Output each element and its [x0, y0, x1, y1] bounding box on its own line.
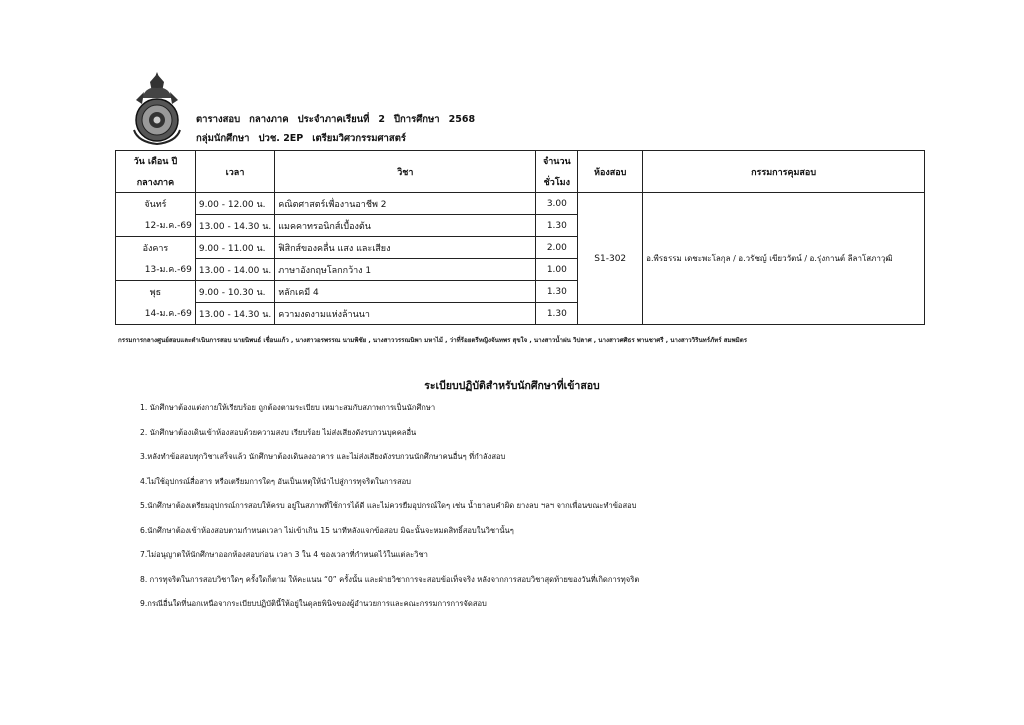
header-date-line2: กลางภาค	[116, 172, 196, 193]
header-time: เวลา	[195, 151, 274, 193]
proctor-committee: อ.พีรธรรม เดชะพะโลกุล / อ.วรัชญ์ เขียววัตน์ / อ.รุ่งกานต์ ลีลาโสภาวุฒิ	[643, 193, 925, 325]
exam-time: 9.00 - 12.00 น.	[195, 193, 274, 215]
exam-schedule-title: ตารางสอบ กลางภาค ประจำภาคเรียนที่ 2 ปีการศึกษา 2568	[196, 114, 476, 125]
day-name: จันทร์	[116, 193, 196, 215]
subject-name: ภาษาอังกฤษโลกกว้าง 1	[275, 259, 536, 281]
header-committee: กรรมการคุมสอบ	[643, 151, 925, 193]
student-group-line: กลุ่มนักศึกษา ปวช. 2EP เตรียมวิศวกรรมศาสตร์	[196, 133, 406, 144]
rule-item: 4.ไม่ใช้อุปกรณ์สื่อสาร หรือเตรียมการใดๆ อันเป็นเหตุให้นำไปสู่การทุจริตในการสอบ	[140, 476, 411, 486]
exam-date: 13-ม.ค.-69	[116, 259, 196, 281]
exam-hours: 3.00	[536, 193, 578, 215]
subject-name: คณิตศาสตร์เพื่องานอาชีพ 2	[275, 193, 536, 215]
rule-item: 6.นักศึกษาต้องเข้าห้องสอบตามกำหนดเวลา ไม่เข้าเกิน 15 นาทีหลังแจกข้อสอบ มิฉะนั้นจะหมดสิทธิ์สอบในวิชานั้นๆ	[140, 525, 514, 535]
exam-hours: 1.30	[536, 303, 578, 325]
subject-name: ความงดงามแห่งล้านนา	[275, 303, 536, 325]
exam-hours: 2.00	[536, 237, 578, 259]
exam-time: 13.00 - 14.00 น.	[195, 259, 274, 281]
subject-name: ฟิสิกส์ของคลื่น แสง และเสียง	[275, 237, 536, 259]
exam-room: S1-302	[578, 193, 643, 325]
exam-time: 13.00 - 14.30 น.	[195, 215, 274, 237]
exam-time: 9.00 - 11.00 น.	[195, 237, 274, 259]
rules-title: ระเบียบปฏิบัติสำหรับนักศึกษาที่เข้าสอบ	[424, 380, 600, 392]
rule-item: 9.กรณีอื่นใดที่นอกเหนือจากระเบียบปฏิบัตินี้ให้อยู่ในดุลยพินิจของผู้อำนวยการและคณะกรรมการการจัดสอบ	[140, 599, 487, 608]
table-row	[116, 193, 925, 215]
exam-hours: 1.30	[536, 281, 578, 303]
university-emblem-logo	[128, 70, 186, 146]
rule-item: 2. นักศึกษาต้องเดินเข้าห้องสอบด้วยความสงบ เรียบร้อย ไม่ส่งเสียงดังรบกวนบุคคลอื่น	[140, 427, 417, 437]
exam-hours: 1.00	[536, 259, 578, 281]
header-subject: วิชา	[275, 151, 536, 193]
exam-date: 12-ม.ค.-69	[116, 215, 196, 237]
exam-schedule-table	[115, 150, 925, 325]
central-committee-note: กรรมการกลางศูนย์สอบและดำเนินการสอบ นายนิพนธ์ เชื่อนแก้ว , นางสาวอรพรรณ นามพิชัย , นางสาววรรณนิพา มหาไม้ , ว่าที่ร้อยตรีหญิงจันทพร สุขใจ , นางสาวน้ำฝน วิปลาศ , นางสาวศศิธร พานชาศรี , นางสาววิรินทร์ภัทร์ สมพมิตร	[118, 337, 748, 344]
day-name: อังคาร	[116, 237, 196, 259]
rule-item: 3.หลังทำข้อสอบทุกวิชาเสร็จแล้ว นักศึกษาต้องเดินลงอาคาร และไม่ส่งเสียงดังรบกวนนักศึกษาคนอื่นๆ ที่กำลังสอบ	[140, 452, 506, 461]
rules-list	[140, 402, 639, 623]
header-room: ห้องสอบ	[578, 151, 643, 193]
exam-date: 14-ม.ค.-69	[116, 303, 196, 325]
rule-item: 8. การทุจริตในการสอบวิชาใดๆ ครั้งใดก็ตาม ให้คะแนน “0” ครั้งนั้น และฝ่ายวิชาการจะสอบข้อเท็จจริง หลังจากการสอบวิชาสุดท้ายของวันที่เกิดการทุจริต	[140, 574, 640, 584]
rule-item: 7.ไม่อนุญาตให้นักศึกษาออกห้องสอบก่อน เวลา 3 ใน 4 ของเวลาที่กำหนดไว้ในแต่ละวิชา	[140, 550, 428, 559]
header-hours-line1: จำนวน	[536, 151, 578, 172]
exam-time: 13.00 - 14.30 น.	[195, 303, 274, 325]
exam-time: 9.00 - 10.30 น.	[195, 281, 274, 303]
day-name: พุธ	[116, 281, 196, 303]
subject-name: แมคคาทรอนิกส์เบื้องต้น	[275, 215, 536, 237]
header-date: วัน เดือน ปี	[116, 151, 196, 172]
exam-hours: 1.30	[536, 215, 578, 237]
rule-item: 5.นักศึกษาต้องเตรียมอุปกรณ์การสอบให้ครบ อยู่ในสภาพที่ใช้การได้ดี และไม่ควรยืมอุปกรณ์ใดๆ เช่น น้ำยาลบคำผิด ยางลบ ฯลฯ จากเพื่อนขณะทำข้อสอบ	[140, 501, 637, 510]
subject-name: หลักเคมี 4	[275, 281, 536, 303]
header-hours-line2: ชั่วโมง	[536, 172, 578, 193]
table-header-row	[116, 151, 925, 172]
rule-item: 1. นักศึกษาต้องแต่งกายให้เรียบร้อย ถูกต้องตามระเบียบ เหมาะสมกับสภาพการเป็นนักศึกษา	[140, 403, 436, 412]
title-block	[196, 110, 484, 148]
